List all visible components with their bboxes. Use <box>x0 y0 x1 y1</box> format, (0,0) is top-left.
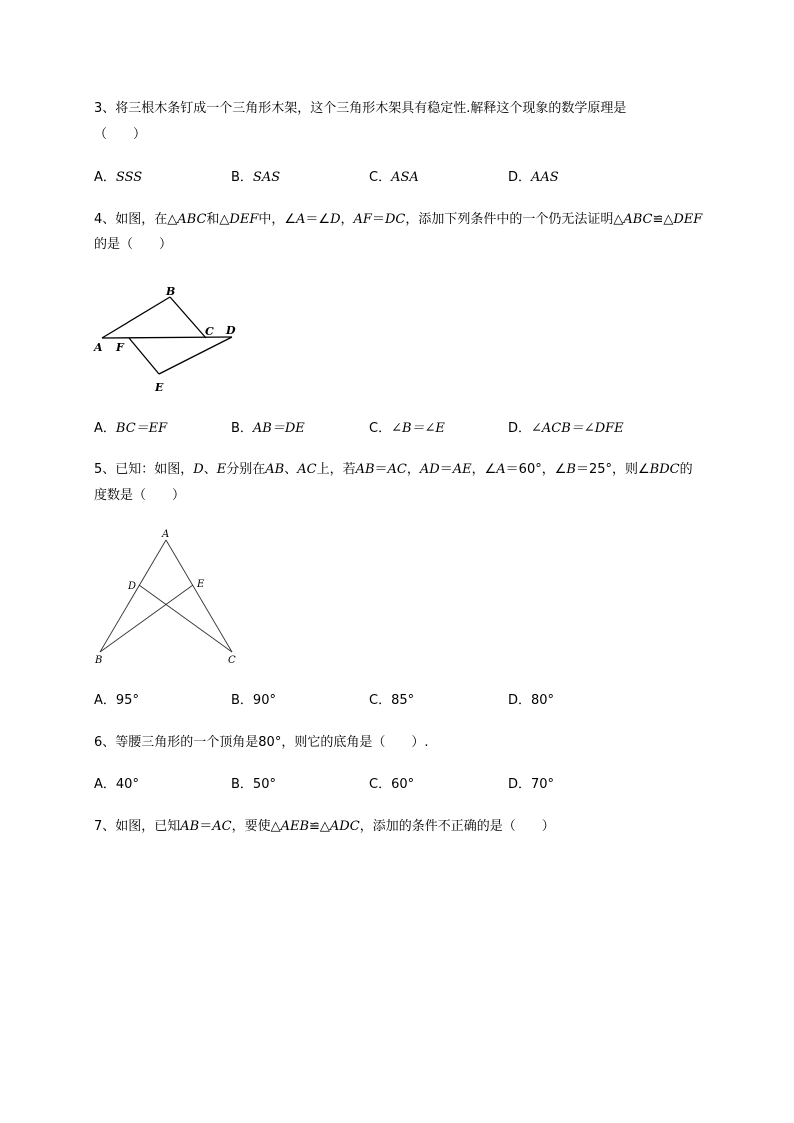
text: ≌△ <box>309 819 330 834</box>
q5-option-b[interactable] <box>231 692 276 710</box>
point-a-label: A <box>162 529 170 540</box>
math-var: AD <box>419 462 440 477</box>
segment-ab <box>100 540 166 652</box>
text: ， <box>406 462 420 477</box>
option-label: A． <box>94 693 116 708</box>
text: ，添加下列条件中的一个仍无法证明△ <box>405 212 624 227</box>
text: ≌△ <box>652 212 674 227</box>
option-text: AAS <box>531 170 559 185</box>
segment-ed <box>159 337 232 374</box>
option-text: 90° <box>252 693 276 708</box>
segment-eb <box>100 585 193 652</box>
math-var: AC <box>297 462 317 477</box>
option-label: C． <box>369 170 392 185</box>
text: ＝25°，则∠ <box>575 462 650 477</box>
option-text: 85° <box>391 693 415 708</box>
math-var: A <box>296 212 306 227</box>
point-b-label: B <box>166 285 176 298</box>
option-label: D． <box>508 777 532 792</box>
math-var: AB <box>265 462 285 477</box>
math-var: AEB <box>280 819 310 834</box>
math-var: AC <box>387 462 407 477</box>
q4-option-a[interactable] <box>94 420 167 438</box>
text: ＝ <box>371 212 385 227</box>
math-var: D <box>193 462 204 477</box>
q6-option-d[interactable] <box>508 776 554 794</box>
option-label: A． <box>94 777 116 792</box>
text: 的 <box>679 462 693 477</box>
q3-stem-line1: 3、将三根木条钉成一个三角形木架，这个三角形木架具有稳定性.解释这个现象的数学原理是 <box>94 101 627 116</box>
text: ，添加的条件不正确的是（ ） <box>359 819 555 834</box>
math-var: B <box>566 462 576 477</box>
q4-option-c[interactable] <box>369 420 445 438</box>
text: ，要使△ <box>231 819 281 834</box>
option-text: SSS <box>115 170 143 185</box>
text: ， <box>340 212 354 227</box>
segment-bc <box>170 297 206 338</box>
q6-stem: 6、等腰三角形的一个顶角是80°，则它的底角是（ ）. <box>94 735 429 750</box>
option-label: B． <box>231 421 253 436</box>
option-text: BC＝EF <box>115 421 168 436</box>
point-b-label: B <box>95 655 103 666</box>
point-c-label: C <box>205 325 214 338</box>
point-f-label: F <box>116 341 124 354</box>
option-label: D． <box>508 693 532 708</box>
option-text: 80° <box>531 693 555 708</box>
q4-option-b[interactable] <box>231 420 305 438</box>
point-d-label: D <box>128 581 137 592</box>
segment-fe <box>129 338 159 374</box>
text: 分别在 <box>226 462 266 477</box>
point-a-label: A <box>94 341 103 354</box>
q3-option-b[interactable] <box>231 169 280 187</box>
q6-option-a[interactable] <box>94 776 139 794</box>
option-text: AB＝DE <box>252 421 305 436</box>
math-var: BDC <box>649 462 680 477</box>
text: ＝60°，∠ <box>505 462 567 477</box>
option-label: C． <box>369 777 392 792</box>
q7-stem <box>94 818 555 836</box>
text: 4、如图，在△ <box>94 212 178 227</box>
segment-ac <box>166 540 232 652</box>
segment-dc <box>139 585 232 652</box>
q3-option-c[interactable] <box>369 169 419 187</box>
q6-option-b[interactable] <box>231 776 276 794</box>
math-var: AB <box>355 462 375 477</box>
point-d-label: D <box>226 324 236 337</box>
segment-ab <box>102 297 170 338</box>
text: 中，∠ <box>258 212 297 227</box>
q3-option-a[interactable] <box>94 169 142 187</box>
q3-option-d[interactable] <box>508 169 559 187</box>
q5-option-d[interactable] <box>508 692 554 710</box>
option-text: ∠ACB＝∠DFE <box>531 421 624 436</box>
math-var: ABC <box>623 212 653 227</box>
math-var: E <box>216 462 227 477</box>
option-label: D． <box>508 421 532 436</box>
text: ＝ <box>374 462 388 477</box>
text: 7、如图，已知 <box>94 819 181 834</box>
point-c-label: C <box>228 655 236 666</box>
option-label: B． <box>231 693 253 708</box>
option-text: ASA <box>391 170 419 185</box>
option-text: ∠B＝∠E <box>391 421 445 436</box>
text: ＝∠ <box>305 212 331 227</box>
option-label: B． <box>231 777 253 792</box>
option-label: A． <box>94 421 116 436</box>
math-var: ADC <box>329 819 360 834</box>
text: 、 <box>284 462 298 477</box>
math-var: DC <box>384 212 406 227</box>
option-text: 40° <box>115 777 139 792</box>
q3-stem-line2: （ ） <box>94 127 147 142</box>
q6-option-c[interactable] <box>369 776 414 794</box>
math-var: AB <box>180 819 200 834</box>
point-e-label: E <box>197 579 205 590</box>
option-text: 50° <box>252 777 276 792</box>
text: ，∠ <box>471 462 497 477</box>
option-text: 95° <box>115 693 139 708</box>
math-var: DEF <box>229 212 259 227</box>
text: ＝ <box>199 819 213 834</box>
option-text: 60° <box>391 777 415 792</box>
text: 、 <box>203 462 217 477</box>
option-label: C． <box>369 693 392 708</box>
option-text: SAS <box>252 170 281 185</box>
text: 和△ <box>206 212 230 227</box>
text: 上，若 <box>316 462 356 477</box>
segment-ad <box>102 337 232 338</box>
option-label: C． <box>369 421 392 436</box>
point-e-label: E <box>155 381 164 394</box>
option-text: 70° <box>531 777 555 792</box>
math-var: DEF <box>673 212 703 227</box>
q4-stem-line1 <box>94 211 702 229</box>
text: ＝ <box>439 462 453 477</box>
math-var: ABC <box>177 212 207 227</box>
math-var: A <box>496 462 506 477</box>
math-var: AE <box>452 462 472 477</box>
math-var: AC <box>212 819 232 834</box>
option-label: B． <box>231 170 253 185</box>
option-label: A． <box>94 170 116 185</box>
math-var: AF <box>353 212 372 227</box>
q5-stem-line1 <box>94 461 693 479</box>
q4-option-d[interactable] <box>508 420 624 438</box>
q5-option-c[interactable] <box>369 692 414 710</box>
q5-stem-line2: 度数是（ ） <box>94 488 186 503</box>
text: 5、已知：如图， <box>94 462 194 477</box>
q5-option-a[interactable] <box>94 692 139 710</box>
q4-stem-line2: 的是（ ） <box>94 237 173 252</box>
math-var: D <box>330 212 341 227</box>
option-label: D． <box>508 170 532 185</box>
